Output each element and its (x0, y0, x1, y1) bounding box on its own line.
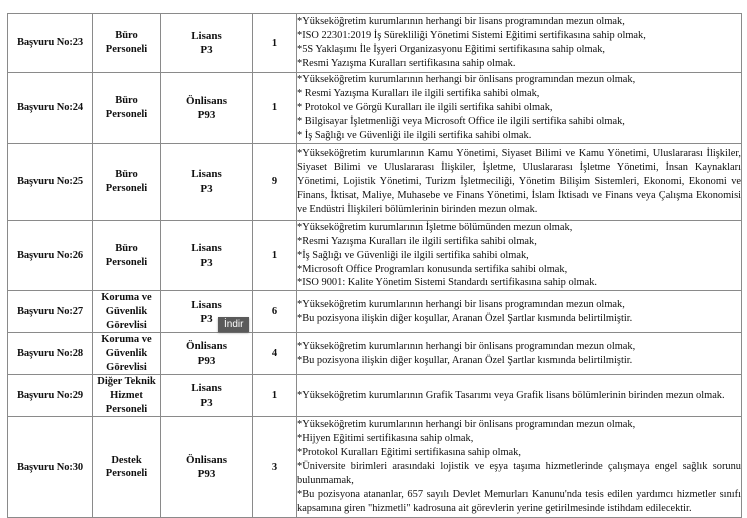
condition-line: *Resmi Yazışma Kuralları ile ilgili sertifika sahibi olmak, (297, 235, 537, 247)
condition-line: * Protokol ve Görgü Kuralları ile ilgili sertifika sahibi olmak, (297, 101, 553, 113)
table-row (8, 417, 742, 518)
table-row (8, 291, 742, 333)
application-no-cell: Başvuru No:30 (8, 417, 93, 518)
job-title-cell (93, 291, 161, 333)
condition-line: *5S Yaklaşımı İle İşyeri Organizasyonu Eğitimi sertifikasına sahip olmak, (297, 44, 606, 55)
table-row (8, 333, 742, 375)
conditions-cell (297, 333, 742, 375)
job-title-line: Personeli (105, 256, 148, 268)
quantity-cell: 1 (253, 73, 297, 144)
education-level-cell (161, 73, 253, 144)
job-title-line: Personeli (105, 182, 148, 194)
condition-line: * Bilgisayar İşletmenliği veya Microsoft Office ile ilgili sertifika sahibi olmak, (297, 115, 625, 127)
conditions-cell (297, 375, 742, 417)
education-level-cell (161, 375, 253, 417)
job-title-line: Destek (111, 454, 142, 466)
quantity-cell: 1 (253, 14, 297, 73)
quantity-cell: 3 (253, 417, 297, 518)
conditions-cell (297, 291, 742, 333)
conditions-cell (297, 143, 742, 220)
conditions-cell (297, 73, 742, 144)
condition-line: * İş Sağlığı ve Güvenliği ile ilgili sertifika sahibi olmak. (297, 129, 532, 141)
education-level: Önlisans (186, 94, 227, 107)
condition-line: *Yükseköğretim kurumlarının herhangi bir lisans programından mezun olmak, (297, 16, 625, 28)
kpss-score-type: P3 (200, 256, 213, 269)
table-row (8, 375, 742, 417)
job-title-cell (93, 143, 161, 220)
education-level-cell (161, 220, 253, 291)
job-title-line: Büro (115, 95, 138, 107)
job-title-cell (93, 220, 161, 291)
application-no-cell: Başvuru No:23 (8, 14, 93, 73)
condition-line: *Yükseköğretim kurumlarının İşletme bölümünden mezun olmak, (297, 221, 573, 233)
job-title-line: Koruma ve (101, 292, 152, 304)
job-title-line: Personeli (105, 108, 148, 120)
job-title-cell (93, 375, 161, 417)
kpss-score-type: P3 (200, 44, 213, 56)
application-no-cell: Başvuru No:26 (8, 220, 93, 291)
job-title-line: Güvenlik (105, 347, 148, 359)
job-title-line: Diğer Teknik (97, 376, 156, 388)
kpss-score-type: P3 (200, 396, 213, 409)
condition-line: *ISO 22301:2019 İş Sürekliliği Yönetimi Sistemi Eğitimi sertifikasına sahip olmak, (297, 30, 646, 42)
job-title-line: Personeli (105, 468, 148, 480)
download-tooltip[interactable]: İndir (218, 317, 249, 332)
conditions-cell (297, 14, 742, 73)
education-level-cell (161, 14, 253, 73)
education-level: Lisans (191, 242, 222, 255)
condition-line: *Microsoft Office Programları konusunda sertifika sahibi olmak, (297, 263, 568, 275)
job-title-line: Güvenlik (105, 306, 148, 318)
kpss-score-type: P3 (200, 182, 213, 195)
conditions-cell (297, 220, 742, 291)
quantity-cell: 4 (253, 333, 297, 375)
condition-line: *Bu pozisyona ilişkin diğer koşullar, Aranan Özel Şartlar kısmında belirtilmiştir. (297, 312, 633, 324)
condition-line: *İş Sağlığı ve Güvenliği ile ilgili sertifika sahibi olmak, (297, 249, 529, 261)
application-no-cell: Başvuru No:24 (8, 73, 93, 144)
condition-line: * Resmi Yazışma Kuralları ile ilgili sertifika sahibi olmak, (297, 87, 540, 99)
condition-line: *ISO 9001: Kalite Yönetim Sistemi Standardı sertifikasına sahip olmak. (297, 277, 598, 289)
quantity-cell: 1 (253, 375, 297, 417)
job-title-line: Büro (115, 242, 138, 254)
table-row (8, 73, 742, 144)
condition-line: *Hijyen Eğitimi sertifikasına sahip olmak, (297, 433, 474, 445)
job-title-line: Büro (115, 169, 138, 181)
education-level-cell (161, 143, 253, 220)
education-level: Önlisans (186, 340, 227, 353)
education-level: Lisans (191, 29, 222, 42)
job-title-line: Büro (115, 30, 138, 42)
condition-line: *Üniversite birimleri arasındaki lojistik ve eşya taşıma hizmetlerinde çalışmaya engel sağlık sorunu bulunmamak, (297, 461, 741, 487)
job-title-line: Personeli (105, 44, 148, 55)
job-title-cell (93, 14, 161, 73)
application-no-cell: Başvuru No:29 (8, 375, 93, 417)
recruitment-table (7, 13, 742, 518)
application-no-cell: Başvuru No:27 (8, 291, 93, 333)
job-title-line: Koruma ve (101, 334, 152, 346)
condition-line: *Yükseköğretim kurumlarının Kamu Yönetimi, Siyaset Bilimi ve Kamu Yönetimi, Uluslararası İlişkiler, Siyaset Bilimi ve Uluslararası İlişkiler, İşletme, Uluslararası İşletme Yönetimi, İnsan Kaynakları Yönetimi, Lojistik Yönetimi, Turizm İşletmeciliği, Yönetim Bilişim Sistemleri, Ekonomi, Ekonomi ve Finans, İktisat, Maliye, Muhasebe ve Finans Yönetimi, İslam İktisadı ve Finans veya Çalışma Ekonomisi ve Endüstri İlişkileri bölümlerinin birinden mezun olmak. (297, 147, 741, 215)
education-level: Lisans (191, 168, 222, 181)
job-title-cell (93, 73, 161, 144)
application-no-cell: Başvuru No:28 (8, 333, 93, 375)
condition-line: *Yükseköğretim kurumlarının herhangi bir önlisans programından mezun olmak, (297, 340, 636, 352)
education-level-cell (161, 333, 253, 375)
application-no-cell: Başvuru No:25 (8, 143, 93, 220)
quantity-cell: 6 (253, 291, 297, 333)
table-row (8, 143, 742, 220)
job-title-line: Görevlisi (106, 361, 147, 373)
job-title-cell (93, 417, 161, 518)
condition-line: *Yükseköğretim kurumlarının herhangi bir önlisans programından mezun olmak, (297, 74, 636, 85)
condition-line: *Yükseköğretim kurumlarının herhangi bir lisans programından mezun olmak, (297, 298, 625, 310)
condition-line: *Yükseköğretim kurumlarının Grafik Tasarımı veya Grafik lisans bölümlerinin birinden mezun olmak. (297, 389, 725, 401)
condition-line: *Protokol Kuralları Eğitimi sertifikasına sahip olmak, (297, 447, 521, 459)
quantity-cell: 9 (253, 143, 297, 220)
job-title-cell (93, 333, 161, 375)
education-level-cell (161, 417, 253, 518)
education-level: Lisans (191, 382, 222, 395)
job-title-line: Görevlisi (106, 319, 147, 331)
condition-line: *Bu pozisyona ilişkin diğer koşullar, Aranan Özel Şartlar kısmında belirtilmiştir. (297, 354, 633, 366)
condition-line: *Yükseköğretim kurumlarının herhangi bir önlisans programından mezun olmak, (297, 419, 636, 431)
table-row (8, 14, 742, 73)
kpss-score-type: P93 (197, 108, 216, 121)
education-level: Lisans (191, 298, 222, 311)
kpss-score-type: P3 (200, 312, 213, 325)
conditions-cell (297, 417, 742, 518)
condition-line: *Bu pozisyona atananlar, 657 sayılı Devlet Memurları Kanunu'nda tesis edilen yardımcı hizmetler sınıfı kapsamına giren "hizmetli" kadrosuna ait görevlerin yerine getirilmesinde istihdam edilecektir. (297, 489, 741, 514)
kpss-score-type: P93 (197, 354, 216, 367)
condition-line: *Resmi Yazışma Kuralları sertifikasına sahip olmak. (297, 57, 516, 69)
kpss-score-type: P93 (197, 468, 216, 481)
table-row (8, 220, 742, 291)
job-title-line: Hizmet (110, 389, 143, 401)
job-title-line: Personeli (105, 403, 148, 415)
education-level: Önlisans (186, 453, 227, 466)
quantity-cell: 1 (253, 220, 297, 291)
